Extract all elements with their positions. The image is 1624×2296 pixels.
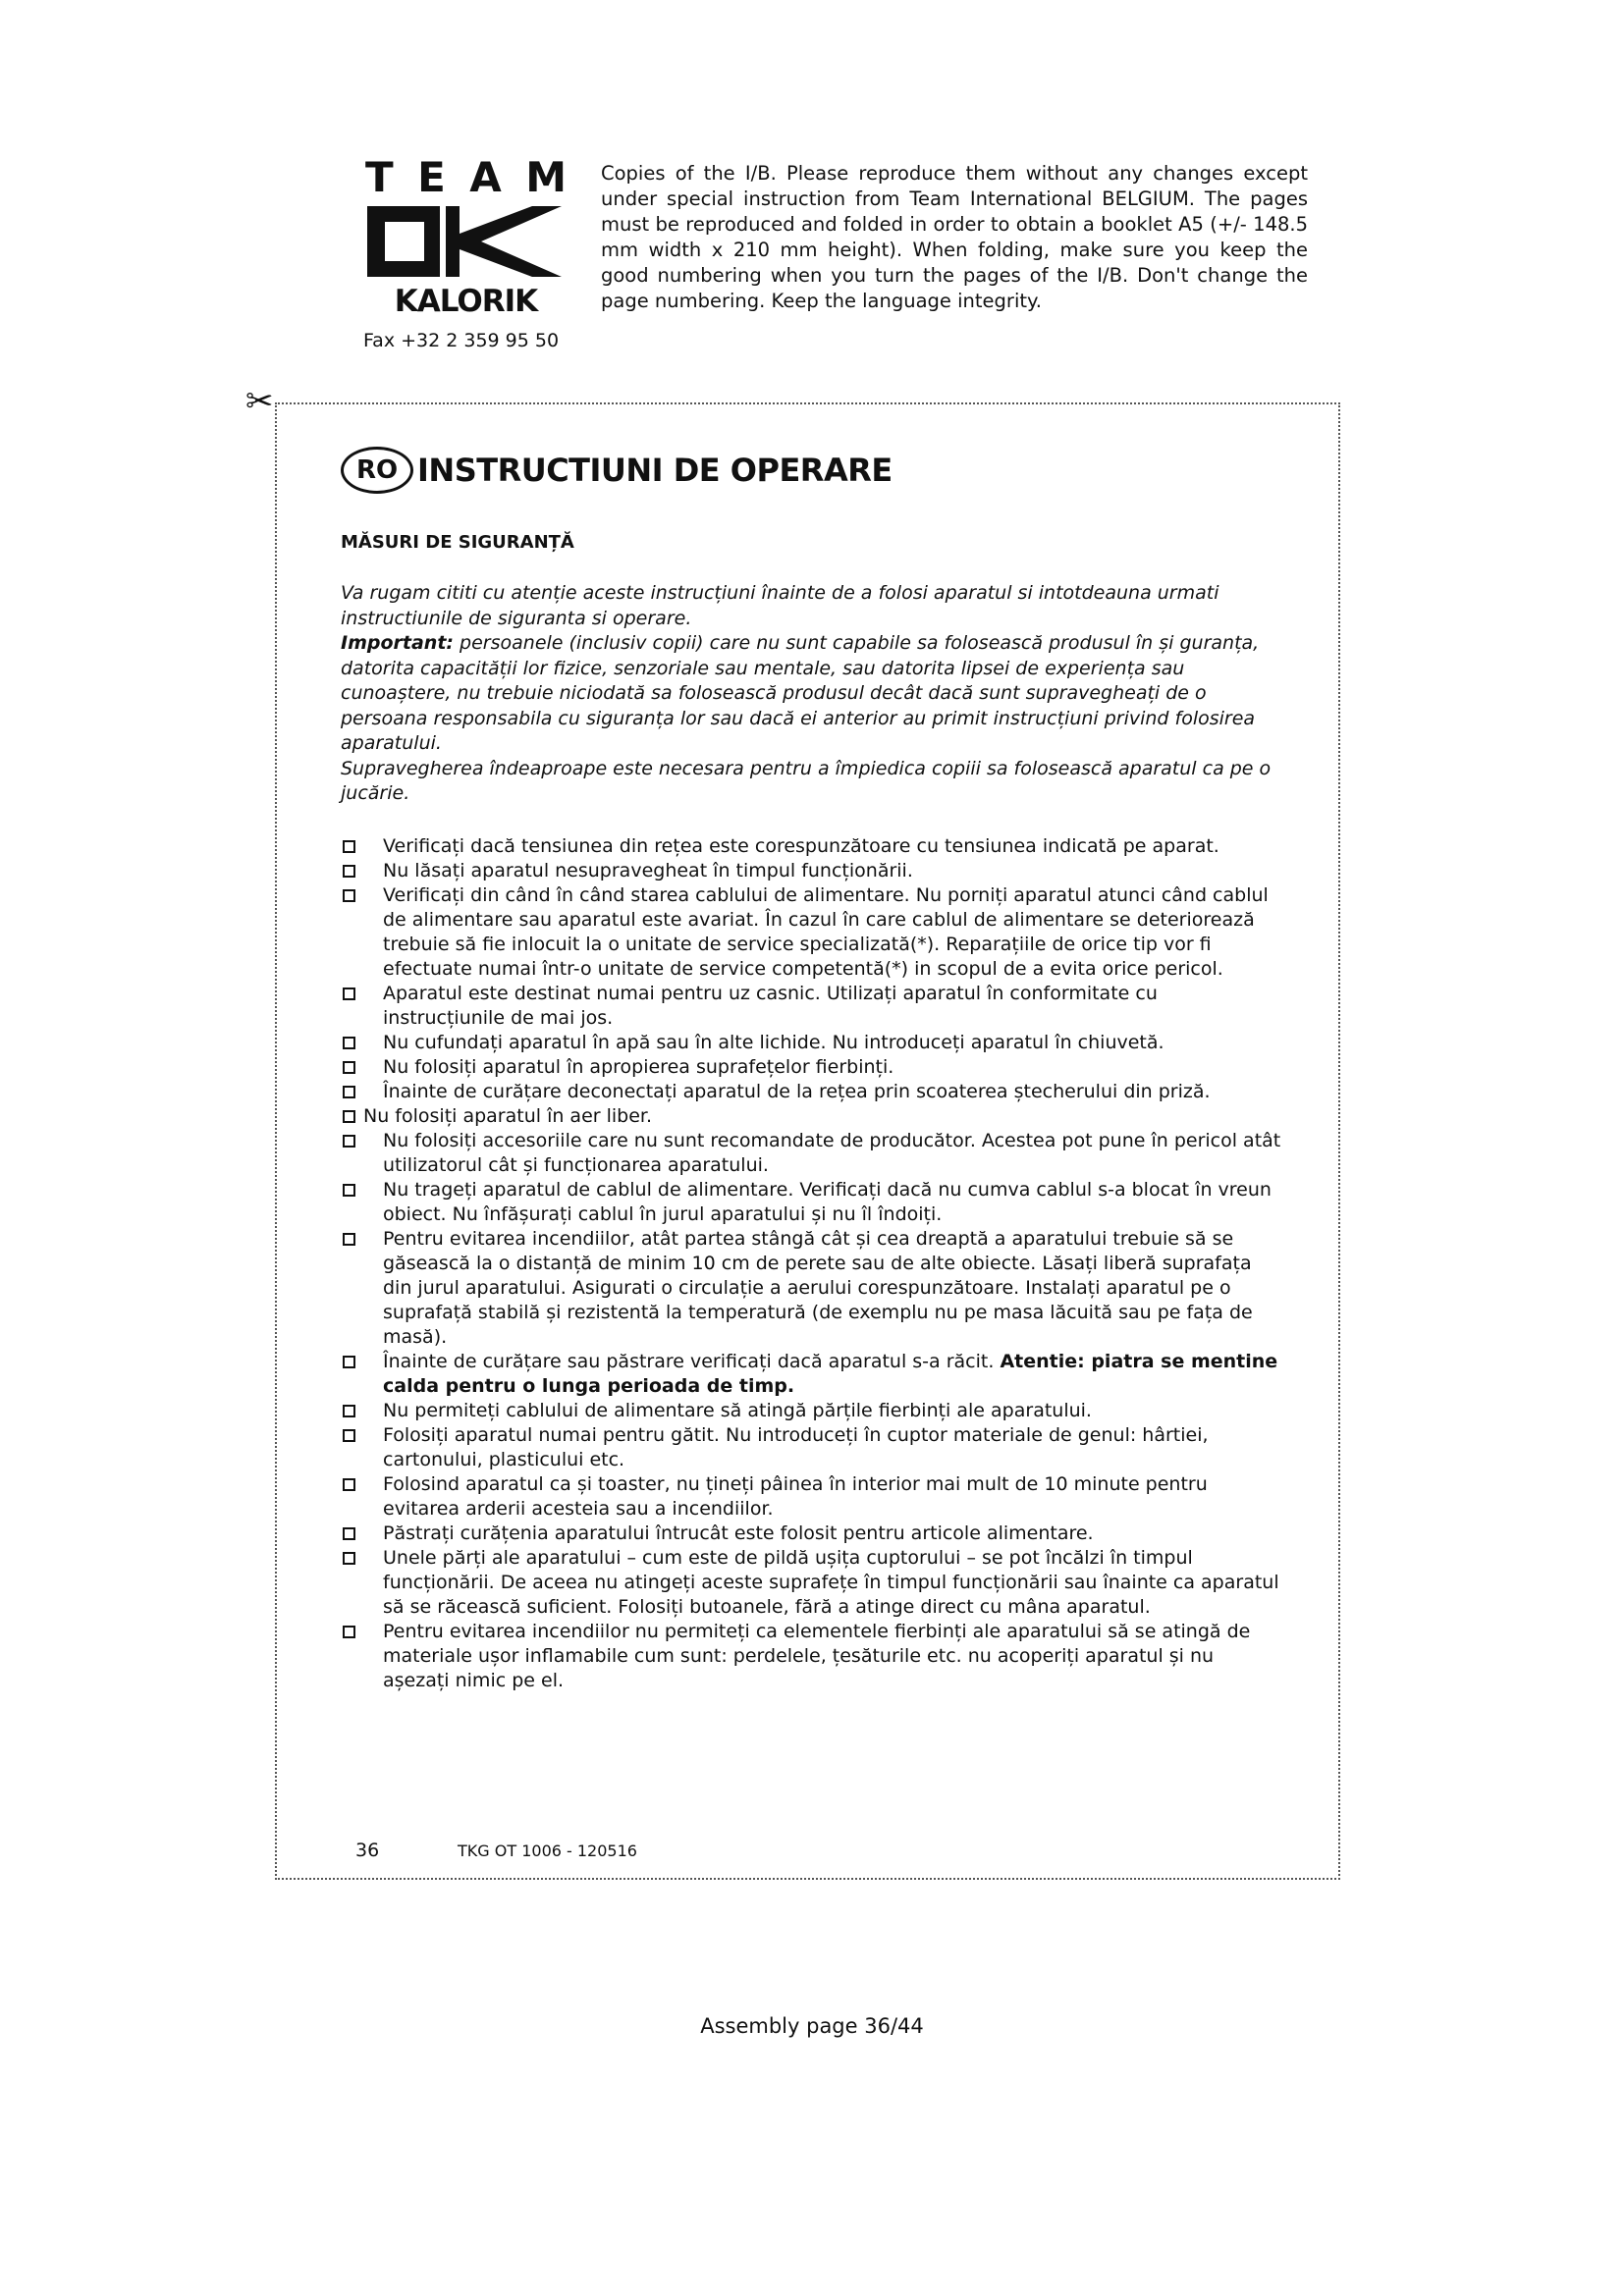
checkbox-square-icon — [343, 840, 355, 853]
list-item-text: Folosind aparatul ca și toaster, nu țineți pâinea în interior mai mult de 10 minute pentru evitarea arderii acesteia sau a incendiilor. — [383, 1473, 1208, 1520]
section-title: MĂSURI DE SIGURANȚĂ — [341, 532, 574, 553]
list-item-text: Nu permiteți cablului de alimentare să atingă părțile fierbinți ale aparatului. — [383, 1400, 1092, 1421]
list-item — [341, 1399, 1283, 1423]
kalorik-emblem-icon — [365, 200, 567, 283]
list-item — [341, 1472, 1283, 1522]
fax-number: Fax +32 2 359 95 50 — [363, 330, 560, 351]
list-item-text: Înainte de curățare sau păstrare verificați dacă aparatul s-a răcit. Atentie: piatra se mentine calda pentru o lunga perioada de timp. — [383, 1351, 1278, 1397]
checkbox-square-icon — [343, 1478, 355, 1491]
safety-intro — [341, 581, 1283, 807]
checkbox-square-icon — [343, 1405, 355, 1417]
list-item-text: Verificați dacă tensiunea din rețea este corespunzătoare cu tensiunea indicată pe aparat. — [383, 835, 1219, 857]
list-item-text: Nu folosiți aparatul în apropierea suprafețelor fierbinți. — [383, 1056, 894, 1078]
page-number: 36 — [355, 1840, 380, 1861]
copies-instructions: Copies of the I/B. Please reproduce them without any changes except under special instruction from Team International BELGIUM. The pages must be reproduced and folded in order to obtain a booklet A5 (+/- 148.5 mm width x 210 mm height). When folding, make sure you keep the good numbering when you turn the pages of the I/B. Don't change the page numbering. Keep the language integrity. — [601, 162, 1308, 312]
checkbox-square-icon — [343, 1037, 355, 1049]
checkbox-square-icon — [343, 1356, 355, 1368]
list-item-text: Înainte de curățare deconectați aparatul de la rețea prin scoaterea ștecherului din priză. — [383, 1081, 1211, 1102]
checkbox-square-icon — [343, 865, 355, 878]
list-item-text: Nu trageți aparatul de cablul de alimentare. Verificați dacă nu cumva cablul s-a blocat în vreun obiect. Nu înfășurați cablul în jurul aparatului și nu îl îndoiți. — [383, 1179, 1272, 1225]
document-title-row — [341, 442, 893, 499]
intro-paragraph-important: Important: persoanele (inclusiv copii) care nu sunt capabile sa folosească produsul în și guranța, datorita capacității lor fizice, senzoriale sau mentale, sau datorita lipsei de experiența sau cunoaștere, nu trebuie niciodată sa folosească produsul decât dacă sunt supravegheați de o persoana responsabila cu siguranța lor sau dacă ei anterior au primit instrucțiuni privind folosirea aparatului. — [341, 632, 1260, 754]
logo-brand-name: KALORIK — [394, 284, 538, 319]
list-item — [341, 1620, 1283, 1693]
checkbox-square-icon — [343, 1184, 355, 1197]
intro-paragraph: Va rugam cititi cu atenție aceste instrucțiuni înainte de a folosi aparatul si intotdeauna urmati instructiunile de siguranta si operare. — [341, 582, 1219, 629]
list-item — [341, 1350, 1283, 1399]
checkbox-square-icon — [343, 988, 355, 1000]
important-label: Important: — [341, 632, 455, 654]
list-item — [341, 1423, 1283, 1472]
list-item — [341, 982, 1283, 1031]
checkbox-square-icon — [343, 1429, 355, 1442]
checkbox-square-icon — [343, 1110, 355, 1123]
list-item — [341, 1227, 1283, 1350]
list-item-text: Verificați din când în când starea cablului de alimentare. Nu porniți aparatul atunci când cablul de alimentare sau aparatul este avariat. În cazul în care cablul de alimentare se deteriorează trebuie să fie inlocuit la o unitate de service specializată(*). Reparațiile de orice tip vor fi efectuate numai într-o unitate de service competentă(*) in scopul de a evita orice pericol. — [383, 884, 1269, 980]
list-item-text: Folosiți aparatul numai pentru gătit. Nu introduceți în cuptor materiale de genul: hârtiei, cartonului, plasticului etc. — [383, 1424, 1209, 1470]
list-item — [341, 1055, 1283, 1080]
language-badge: RO — [341, 447, 413, 494]
model-code: TKG OT 1006 - 120516 — [458, 1842, 637, 1860]
list-item-text: Pentru evitarea incendiilor nu permiteți ca elementele fierbinți ale aparatului să se atingă de materiale ușor inflamabile cum sunt: perdelele, țesăturile etc. nu acoperiți aparatul și nu așezați nimic pe el. — [383, 1621, 1251, 1691]
safety-bullet-list — [341, 834, 1283, 1693]
checkbox-square-icon — [343, 1527, 355, 1540]
list-item-text: Nu folosiți aparatul în aer liber. — [363, 1105, 653, 1127]
checkbox-square-icon — [343, 1552, 355, 1565]
logo-team-letters: T E A M — [365, 153, 567, 201]
page-title: INSTRUCTIUNI DE OPERARE — [417, 452, 893, 489]
list-item — [341, 883, 1283, 982]
list-item-text: Nu lăsați aparatul nesupravegheat în timpul funcționării. — [383, 860, 913, 881]
list-item — [341, 1546, 1283, 1620]
list-item-text: Nu folosiți accesoriile care nu sunt recomandate de producător. Acestea pot pune în pericol atât utilizatorul cât și funcționarea aparatului. — [383, 1130, 1281, 1176]
checkbox-square-icon — [343, 1086, 355, 1098]
checkbox-square-icon — [343, 1061, 355, 1074]
list-item — [341, 859, 1283, 883]
intro-paragraph: Supravegherea îndeaproape este necesara pentru a împiedica copiii sa folosească aparatul ca pe o jucărie. — [341, 757, 1272, 804]
list-item — [341, 1104, 1283, 1129]
list-item-text: Aparatul este destinat numai pentru uz casnic. Utilizați aparatul în conformitate cu instrucțiunile de mai jos. — [383, 983, 1158, 1029]
list-item — [341, 1129, 1283, 1178]
scissors-icon: ✂ — [245, 382, 274, 421]
list-item-text: Unele părți ale aparatului – cum este de pildă ușița cuptorului – se pot încălzi în timpul funcționării. De aceea nu atingeți aceste suprafețe în timpul funcționării sau înainte ca aparatul să se răcească suficient. Folosiți butoanele, fără a atinge direct cu mâna aparatul. — [383, 1547, 1279, 1618]
list-item-text: Pentru evitarea incendiilor, atât partea stângă cât și cea dreaptă a aparatului trebuie să se găsească la o distanță de minim 10 cm de perete sau de alte obiecte. Lăsați liberă suprafața din jurul aparatului. Asigurati o circulație a aerului corespunzătoare. Instalați aparatul pe o suprafață stabilă și rezistentă la temperatură (de exemplu nu pe masa lăcuită sau pe fața de masă). — [383, 1228, 1253, 1348]
assembly-page-label: Assembly page 36/44 — [700, 2014, 924, 2038]
checkbox-square-icon — [343, 1135, 355, 1148]
list-item — [341, 1178, 1283, 1227]
checkbox-square-icon — [343, 1626, 355, 1638]
list-item — [341, 1522, 1283, 1546]
checkbox-square-icon — [343, 1233, 355, 1246]
list-item — [341, 1031, 1283, 1055]
list-item — [341, 834, 1283, 859]
warning-text: Atentie: piatra se mentine calda pentru o lunga perioada de timp. — [383, 1351, 1278, 1397]
list-item — [341, 1080, 1283, 1104]
team-kalorik-logo — [365, 153, 567, 319]
list-item-text: Nu cufundați aparatul în apă sau în alte lichide. Nu introduceți aparatul în chiuvetă. — [383, 1032, 1164, 1053]
checkbox-square-icon — [343, 889, 355, 902]
list-item-text: Păstrați curățenia aparatului întrucât este folosit pentru articole alimentare. — [383, 1522, 1094, 1544]
